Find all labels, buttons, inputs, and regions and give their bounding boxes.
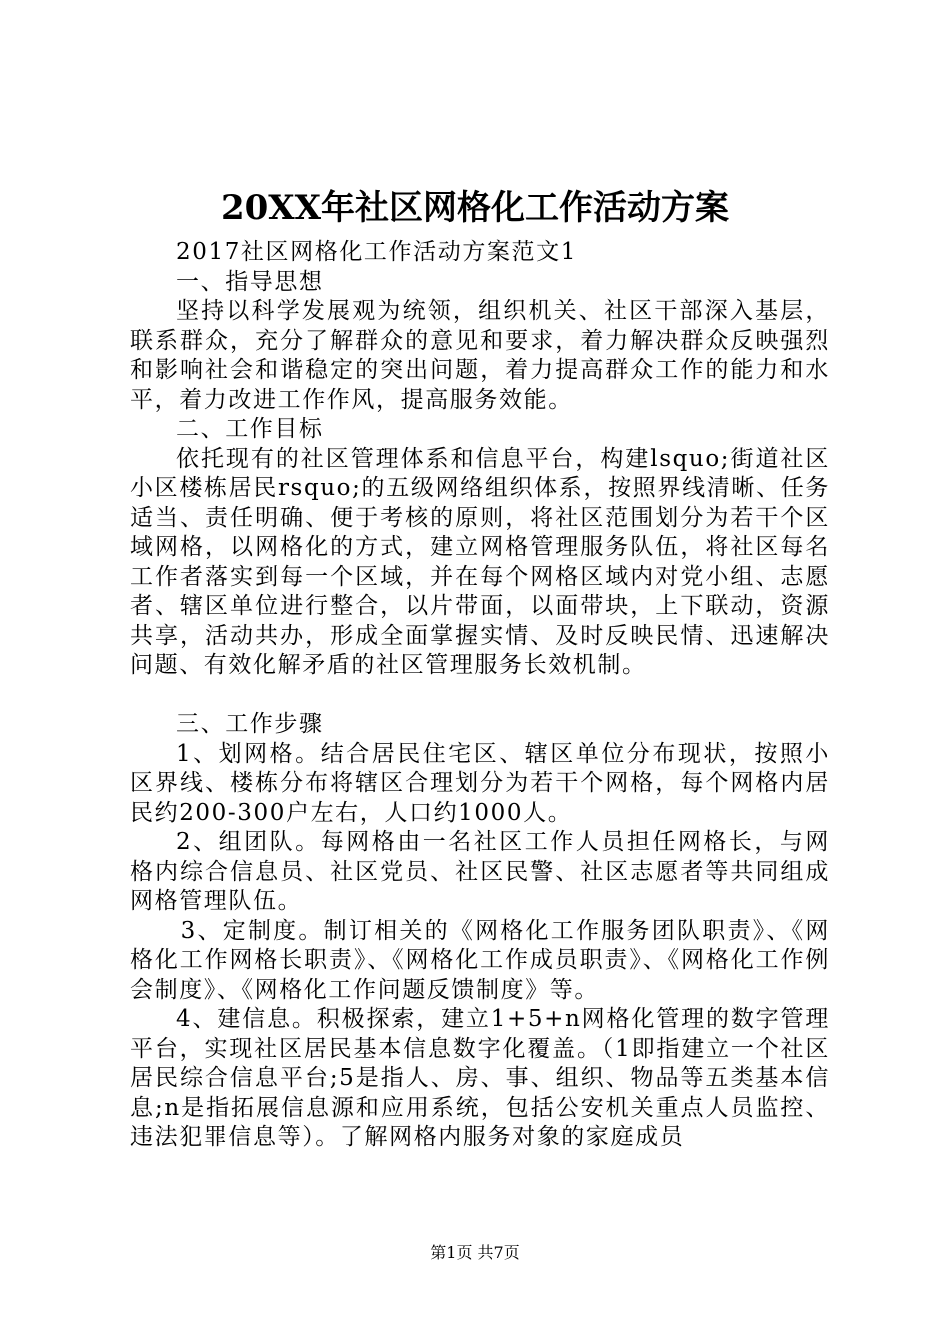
section-heading-work-steps: 三、工作步骤 [176,711,324,737]
page-number-footer: 第1页 共7页 [430,1243,520,1262]
document-title: 20XX年社区网格化工作活动方案 [220,188,730,228]
section-heading-work-goals: 二、工作目标 [176,416,324,442]
paragraph-step-2: 2、组团队。每网格由一名社区工作人员担任网格长，与网格内综合信息员、社区党员、社区民警、社区志愿者等共同组成网格管理队伍。 [130,829,830,914]
paragraph-spacer [130,681,830,711]
section-heading-guiding-ideology: 一、指导思想 [176,268,324,295]
document-body [130,238,830,1153]
paragraph-step-3: 3、定制度。制订相关的《网格化工作服务团队职责》、《网格化工作网格长职责》、《网格化工作成员职责》、《网格化工作例会制度》、《网格化工作问题反馈制度》等。 [130,917,830,1003]
paragraph-guiding-ideology: 坚持以科学发展观为统领，组织机关、社区干部深入基层，联系群众，充分了解群众的意见和要求，着力解决群众反映强烈和影响社会和谐稳定的突出问题，着力提高群众工作的能力和水平，着力改进工作作风，提高服务效能。 [130,298,830,413]
subtitle-paragraph: 2017社区网格化工作活动方案范文1 [176,239,577,265]
paragraph-work-goals: 依托现有的社区管理体系和信息平台，构建lsquo;街道社区小区楼栋居民rsquo;的五级网络组织体系，按照界线清晰、任务适当、责任明确、便于考核的原则，将社区范围划分为若干个区域网格，以网格化的方式，建立网格管理服务队伍，将社区每名工作者落实到每一个区域，并在每个网格区域内对党小组、志愿者、辖区单位进行整合，以片带面，以面带块，上下联动，资源共享，活动共办，形成全面掌握实情、及时反映民情、迅速解决问题、有效化解矛盾的社区管理服务长效机制。 [130,445,830,678]
paragraph-step-4: 4、建信息。积极探索，建立1+5+n网格化管理的数字管理平台，实现社区居民基本信息数字化覆盖。（1即指建立一个社区居民综合信息平台;5是指人、房、事、组织、物品等五类基本信息;n是指拓展信息源和应用系统，包括公安机关重点人员监控、违法犯罪信息等）。了解网格内服务对象的家庭成员 [130,1006,830,1150]
paragraph-step-1: 1、划网格。结合居民住宅区、辖区单位分布现状，按照小区界线、楼栋分布将辖区合理划分为若干个网格，每个网格内居民约200-300户左右，人口约1000人。 [130,740,830,826]
